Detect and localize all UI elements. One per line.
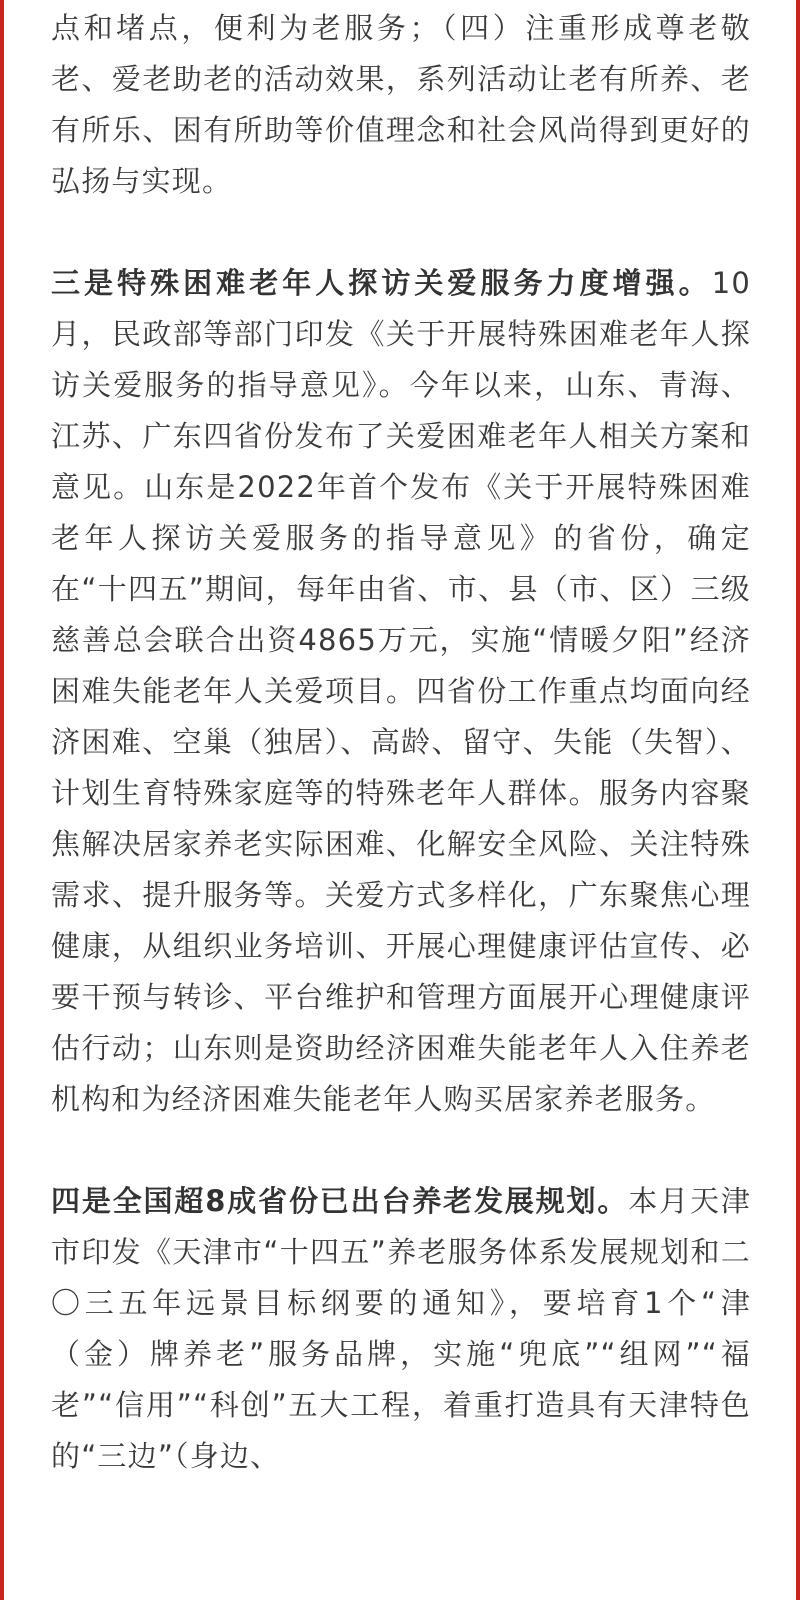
paragraph-lead: 三是特殊困难老年人探访关爱服务力度增强。 [51,266,712,300]
paragraph-planning [51,1176,751,1482]
paragraph-text: 10月，民政部等部门印发《关于开展特殊困难老年人探访关爱服务的指导意见》。今年以来，山东、青海、江苏、广东四省份发布了关爱困难老年人相关方案和意见。山东是2022年首个发布《关于开展特殊困难老年人探访关爱服务的指导意见》的省份，确定在“十四五”期间，每年由省、市、县（市、区）三级慈善总会联合出资4865万元，实施“情暖夕阳”经济困难失能老年人关爱项目。四省份工作重点均面向经济困难、空巢（独居）、高龄、留守、失能（失智）、计划生育特殊家庭等的特殊老年人群体。服务内容聚焦解决居家养老实际困难、化解安全风险、关注特殊需求、提升服务等。关爱方式多样化，广东聚焦心理健康，从组织业务培训、开展心理健康评估宣传、必要干预与转诊、平台维护和管理方面展开心理健康评估行动；山东则是资助经济困难失能老年人入住养老机构和为经济困难失能老年人购买居家养老服务。 [51,266,751,1116]
article-body [51,0,751,1482]
paragraph-text: 本月天津市印发《天津市“十四五”养老服务体系发展规划和二〇三五年远景目标纲要的通知》，要培育1个“津（金）牌养老”服务品牌，实施“兜底”“组网”“福老”“信用”“科创”五大工程，着重打造具有天津特色的“三边”（身边、 [51,1184,751,1473]
paragraph-special-care [51,258,751,1125]
right-accent-border [796,0,800,1600]
paragraph-text: 点和堵点，便利为老服务；（四）注重形成尊老敬老、爱老助老的活动效果，系列活动让老有所养、老有所乐、困有所助等价值理念和社会风尚得到更好的弘扬与实现。 [51,11,751,198]
left-accent-border [0,0,4,1600]
paragraph-continuation [51,3,751,207]
paragraph-lead: 四是全国超8成省份已出台养老发展规划。 [51,1184,629,1218]
